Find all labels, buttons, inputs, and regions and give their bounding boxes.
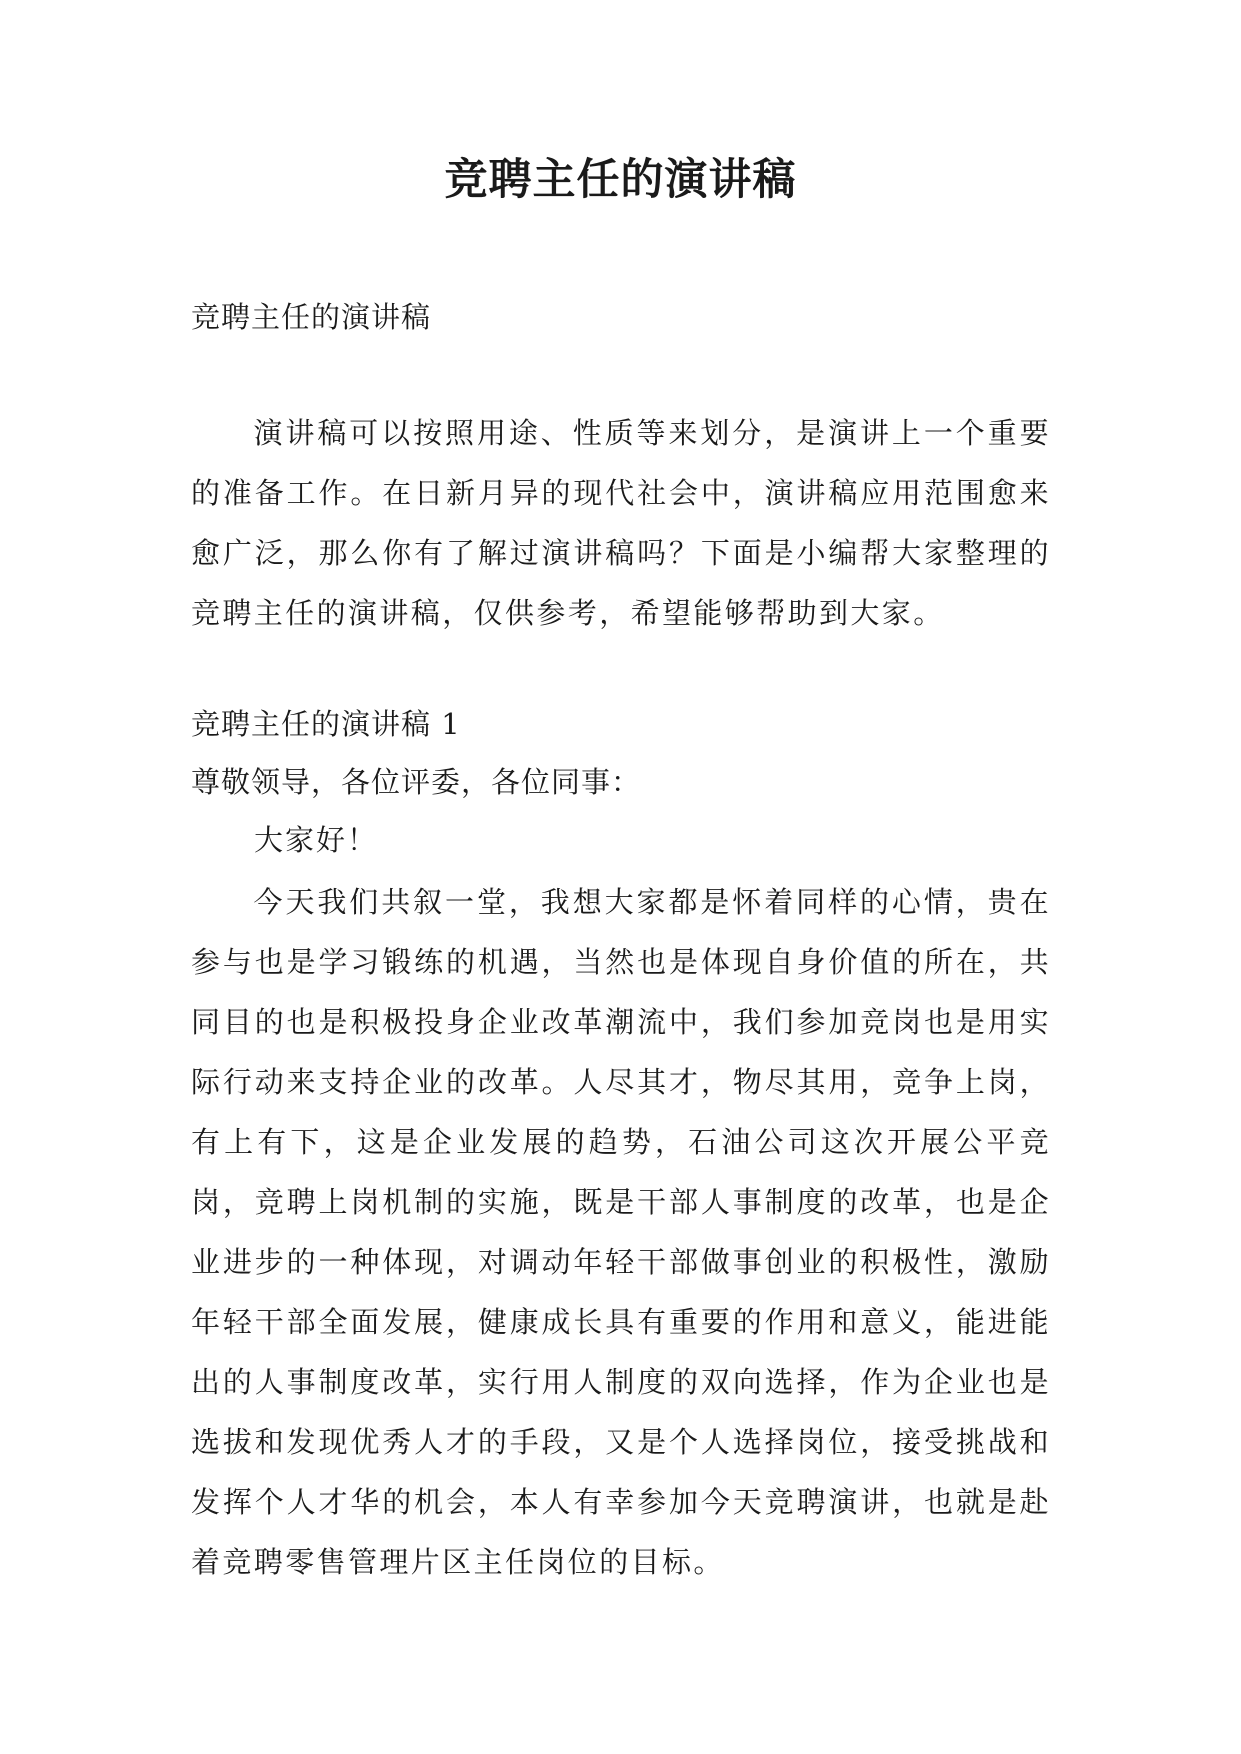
section-heading-1: 竞聘主任的演讲稿 1 <box>191 707 461 741</box>
paragraph-1-text: 今天我们共叙一堂，我想大家都是怀着同样的心情，贵在参与也是学习锻练的机遇，当然也是体现自身价值的所在，共同目的也是积极投身企业改革潮流中，我们参加竞岗也是用实际行动来支持企业的改革。人尽其才，物尽其用，竞争上岗，有上有下，这是企业发展的趋势，石油公司这次开展公平竞岗，竞聘上岗机制的实施，既是干部人事制度的改革，也是企业进步的一种体现，对调动年轻干部做事创业的积极性，激励年轻干部全面发展，健康成长具有重要的作用和意义，能进能出的人事制度改革，实行用人制度的双向选择，作为企业也是选拔和发现优秀人才的手段，又是个人选择岗位，接受挑战和发挥个人才华的机会，本人有幸参加今天竞聘演讲，也就是赴着竞聘零售管理片区主任岗位的目标。 <box>191 885 1051 1579</box>
document-title: 竞聘主任的演讲稿 <box>444 155 797 205</box>
intro-text: 演讲稿可以按照用途、性质等来划分，是演讲上一个重要的准备工作。在日新月异的现代社会中，演讲稿应用范围愈来愈广泛，那么你有了解过演讲稿吗？下面是小编帮大家整理的竞聘主任的演讲稿，仅供参考，希望能够帮助到大家。 <box>191 416 1051 630</box>
greeting: 大家好！ <box>254 823 379 857</box>
document-subtitle: 竞聘主任的演讲稿 <box>191 300 432 334</box>
salutation: 尊敬领导，各位评委，各位同事： <box>191 765 642 799</box>
intro-paragraph <box>191 403 1051 643</box>
body-paragraph-1 <box>191 872 1051 1592</box>
